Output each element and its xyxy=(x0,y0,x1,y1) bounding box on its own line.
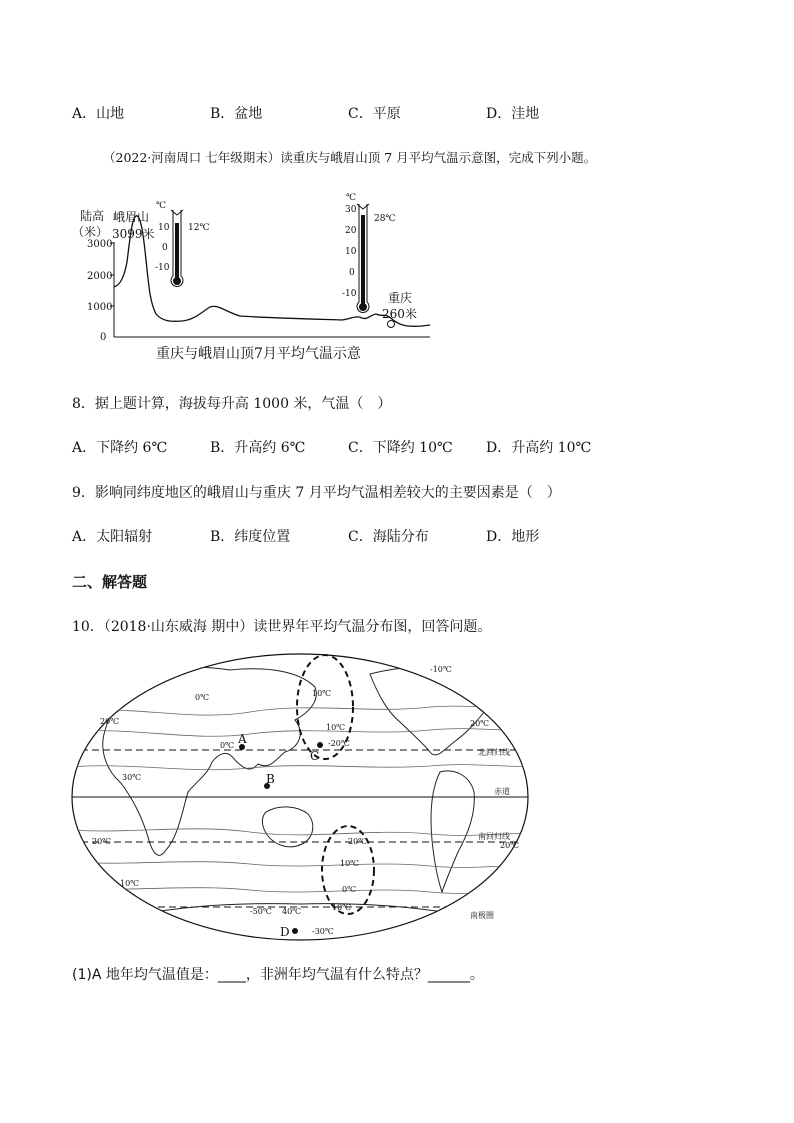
chongqing-marker xyxy=(388,321,395,328)
thermo2-reading: 28℃ xyxy=(374,214,396,224)
world-temperature-map xyxy=(70,652,530,942)
profile-ylabel-1: 陆高 xyxy=(80,209,105,223)
iso-0-s: 0℃ xyxy=(342,885,357,894)
city-height: 260米 xyxy=(382,307,417,321)
profile-caption: 重庆与峨眉山顶7月平均气温示意 xyxy=(156,346,361,362)
profile-ytick-0: 0 xyxy=(100,332,107,343)
group-stem: （2022·河南周口 七年级期末）读重庆与峨眉山顶 7 月平均气温示意图，完成下列小题。 xyxy=(103,150,597,165)
iso-10-b: 10℃ xyxy=(326,723,346,732)
q8-option-b[interactable]: B．升高约 6℃ xyxy=(210,440,306,456)
thermo2-tick-0: 0 xyxy=(349,268,355,278)
iso-10-s3: 10℃ xyxy=(332,903,352,912)
city-name: 重庆 xyxy=(388,291,413,305)
label-tropic-cancer: 北回归线 xyxy=(478,748,510,757)
iso-20-s2: 20℃ xyxy=(348,837,368,846)
q7-option-d[interactable]: D．洼地 xyxy=(486,106,540,122)
mountain-name: 峨眉山 xyxy=(113,210,150,224)
label-tropic-capricorn: 南回归线 xyxy=(478,832,510,841)
elevation-temperature-figure xyxy=(70,190,440,370)
thermometer-emeishan xyxy=(155,201,210,286)
iso-0: 0℃ xyxy=(195,693,210,702)
thermo2-fill xyxy=(361,215,365,305)
iso-40: 40℃ xyxy=(282,907,302,916)
thermo1-tick-10: 10 xyxy=(158,223,170,233)
q9-stem: 9．影响同纬度地区的峨眉山与重庆 7 月平均气温相差较大的主要因素是（ ） xyxy=(72,485,561,501)
q9-option-a[interactable]: A．太阳辐射 xyxy=(72,529,153,545)
q8-option-c[interactable]: C．下降约 10℃ xyxy=(348,440,453,456)
thermo1-unit: ℃ xyxy=(156,201,167,211)
label-equator: 赤道 xyxy=(494,787,510,796)
thermo1-reading: 12℃ xyxy=(188,223,210,233)
point-c-marker xyxy=(317,742,323,748)
thermo2-tick-30: 30 xyxy=(345,205,357,215)
q9-option-b[interactable]: B．纬度位置 xyxy=(210,529,291,545)
q8-option-d[interactable]: D．升高约 10℃ xyxy=(486,440,592,456)
iso-neg20: -20℃ xyxy=(328,739,350,748)
point-b-label: B xyxy=(266,772,275,786)
iso-20-b: 20℃ xyxy=(470,719,490,728)
profile-ytick-1000: 1000 xyxy=(87,302,113,313)
mountain-height: 3099米 xyxy=(112,227,155,241)
iso-10: 10℃ xyxy=(312,689,332,698)
iso-neg30: -30℃ xyxy=(312,927,334,936)
q9-option-c[interactable]: C．海陆分布 xyxy=(348,529,429,545)
thermo2-unit: ℃ xyxy=(346,193,357,203)
point-d-label: D xyxy=(280,925,290,939)
section-heading: 二、解答题 xyxy=(72,573,148,591)
q8-option-a[interactable]: A．下降约 6℃ xyxy=(72,440,168,456)
profile-ytick-3000: 3000 xyxy=(87,239,113,250)
iso-20-s3: 20℃ xyxy=(500,841,520,850)
iso-10-s: 10℃ xyxy=(120,879,140,888)
profile-ytick-2000: 2000 xyxy=(87,271,113,282)
q8-stem: 8．据上题计算，海拔每升高 1000 米，气温（ ） xyxy=(72,396,392,412)
point-a-label: A xyxy=(238,732,247,746)
profile-ylabel-2: （米） xyxy=(72,225,109,239)
thermo1-tick-neg10: -10 xyxy=(155,263,170,273)
point-d-marker xyxy=(292,928,298,934)
q10-sub1: (1)A 地年均气温值是：____，非洲年均气温有什么特点？______。 xyxy=(72,967,484,983)
q7-option-b[interactable]: B．盆地 xyxy=(210,106,263,122)
q9-option-d[interactable]: D．地形 xyxy=(486,529,540,545)
iso-0-b: 0℃ xyxy=(220,741,235,750)
thermo1-fill xyxy=(175,223,179,279)
iso-30: 30℃ xyxy=(122,773,142,782)
label-antarctic-circle: 南极圈 xyxy=(470,911,494,920)
q7-option-c[interactable]: C．平原 xyxy=(348,106,401,122)
q10-stem: 10．（2018·山东威海 期中）读世界年平均气温分布图，回答问题。 xyxy=(72,619,492,635)
thermo2-tick-20: 20 xyxy=(345,226,357,236)
iso-neg10: -10℃ xyxy=(430,665,452,674)
iso-20-s: 20℃ xyxy=(92,837,112,846)
iso-20: 20℃ xyxy=(100,717,120,726)
q7-option-a[interactable]: A．山地 xyxy=(72,106,125,122)
thermo2-tick-10: 10 xyxy=(345,247,357,257)
thermo1-tick-0: 0 xyxy=(162,243,168,253)
iso-neg50: -50℃ xyxy=(250,907,272,916)
iso-10-s2: 10℃ xyxy=(340,859,360,868)
point-c-label: C xyxy=(310,749,320,763)
thermo2-tick-neg10: -10 xyxy=(342,289,357,299)
